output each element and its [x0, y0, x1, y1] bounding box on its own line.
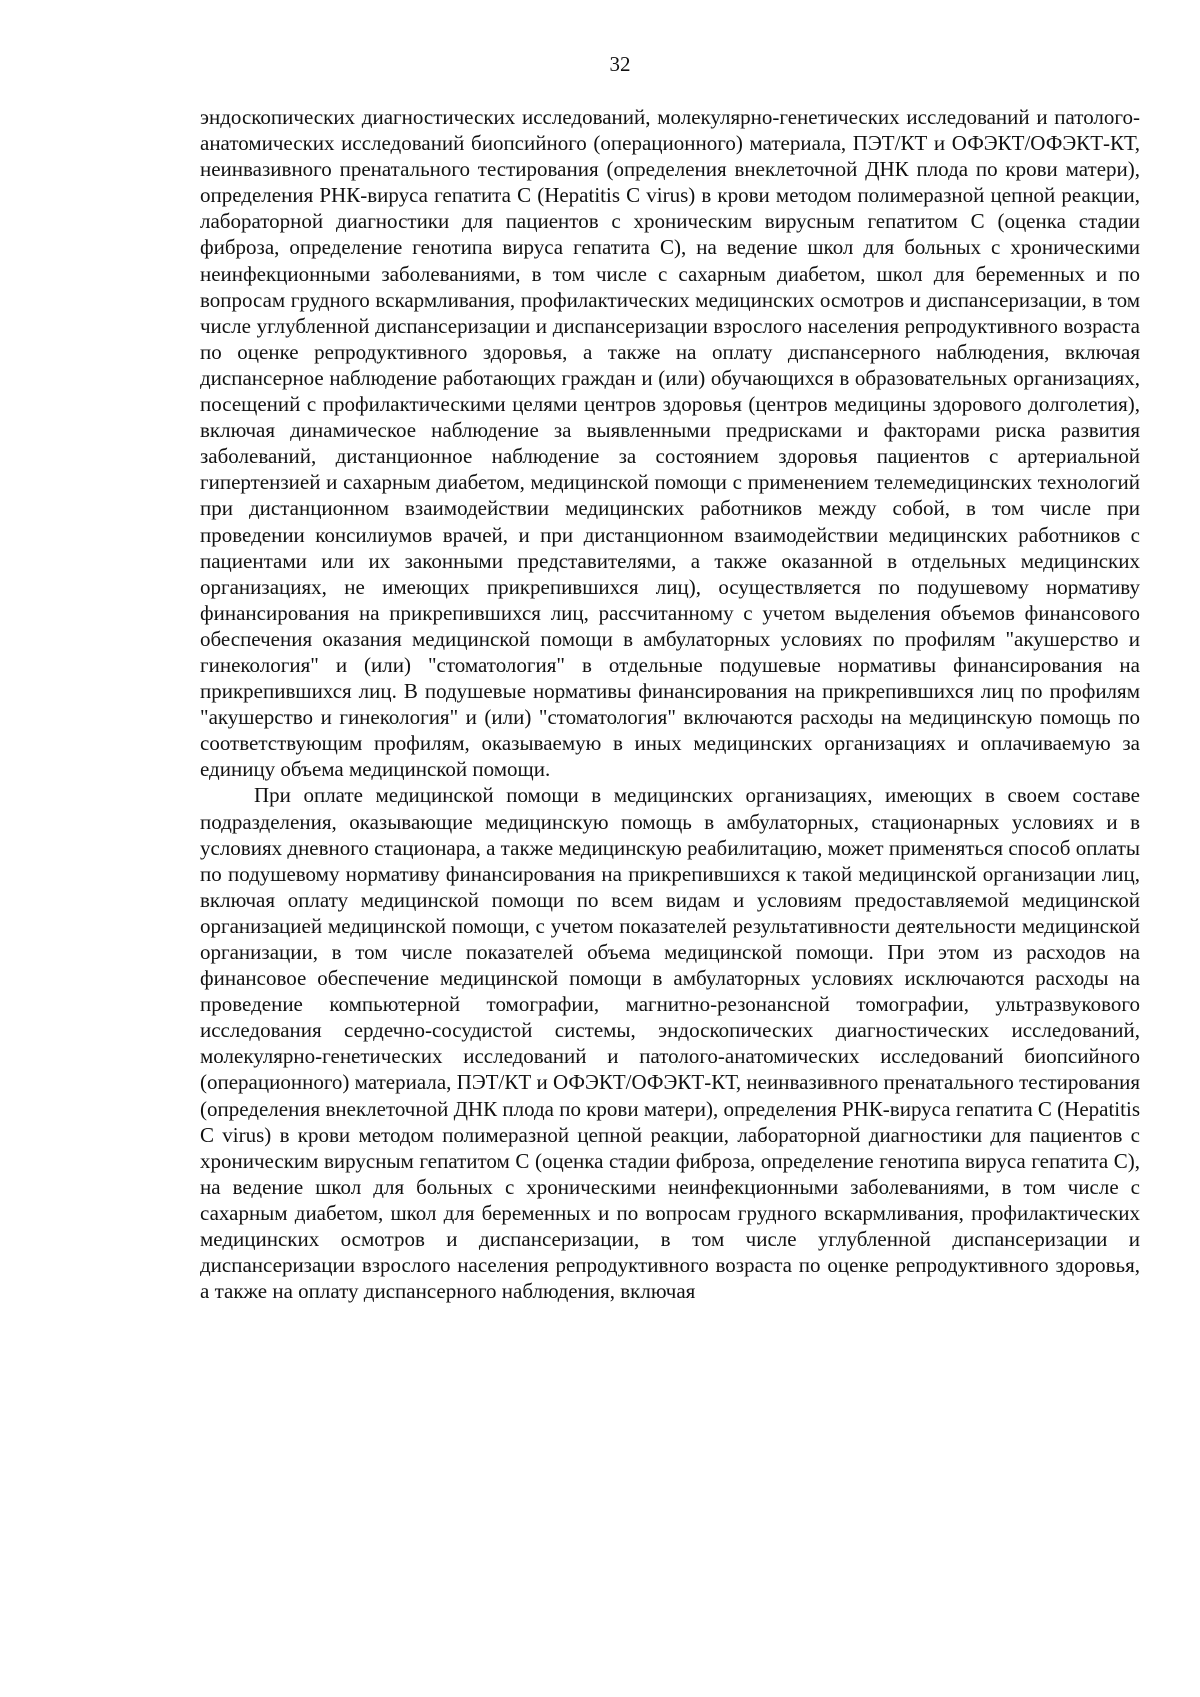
page-number: 32 [609, 52, 631, 76]
paragraph-continuation: эндоскопических диагностических исследований, молекулярно-генетических исследований и патолого-анатомических исследований биопсийного (операционного) материала, ПЭТ/КТ и ОФЭКТ/ОФЭКТ-КТ, неинвазивного пренатального тестирования (определения внеклеточной ДНК плода по крови матери), определения РНК-вируса гепатита C (Hepatitis C virus) в крови методом полимеразной цепной реакции, лабораторной диагностики для пациентов с хроническим вирусным гепатитом C (оценка стадии фиброза, определение генотипа вируса гепатита C), на ведение школ для больных с хроническими неинфекционными заболеваниями, в том числе с сахарным диабетом, школ для беременных и по вопросам грудного вскармливания, профилактических медицинских осмотров и диспансеризации, в том числе углубленной диспансеризации и диспансеризации взрослого населения репродуктивного возраста по оценке репродуктивного здоровья, а также на оплату диспансерного наблюдения, включая диспансерное наблюдение работающих граждан и (или) обучающихся в образовательных организациях, посещений с профилактическими целями центров здоровья (центров медицины здорового долголетия), включая динамическое наблюдение за выявленными предрисками и факторами риска развития заболеваний, дистанционное наблюдение за состоянием здоровья пациентов с артериальной гипертензией и сахарным диабетом, медицинской помощи с применением телемедицинских технологий при дистанционном взаимодействии медицинских работников между собой, в том числе при проведении консилиумов врачей, и при дистанционном взаимодействии медицинских работников с пациентами или их законными представителями, а также оказанной в отдельных медицинских организациях, не имеющих прикрепившихся лиц), осуществляется по подушевому нормативу финансирования на прикрепившихся лиц, рассчитанному с учетом выделения объемов финансового обеспечения оказания медицинской помощи в амбулаторных условиях по профилям "акушерство и гинекология" и (или) "стоматология" в отдельные подушевые нормативы финансирования на прикрепившихся лиц. В подушевые нормативы финансирования на прикрепившихся лиц по профилям "акушерство и гинекология" и (или) "стоматология" включаются расходы на медицинскую помощь по соответствующим профилям, оказываемую в иных медицинских организациях и оплачиваемую за единицу объема медицинской помощи. [200, 105, 1140, 782]
document-body [200, 104, 1140, 1304]
paragraph-payment-method: При оплате медицинской помощи в медицинских организациях, имеющих в своем составе подразделения, оказывающие медицинскую помощь в амбулаторных, стационарных условиях и в условиях дневного стационара, а также медицинскую реабилитацию, может применяться способ оплаты по подушевому нормативу финансирования на прикрепившихся к такой медицинской организации лиц, включая оплату медицинской помощи по всем видам и условиям предоставляемой медицинской организацией медицинской помощи, с учетом показателей результативности деятельности медицинской организации, в том числе показателей объема медицинской помощи. При этом из расходов на финансовое обеспечение медицинской помощи в амбулаторных условиях исключаются расходы на проведение компьютерной томографии, магнитно-резонансной томографии, ультразвукового исследования сердечно-сосудистой системы, эндоскопических диагностических исследований, молекулярно-генетических исследований и патолого-анатомических исследований биопсийного (операционного) материала, ПЭТ/КТ и ОФЭКТ/ОФЭКТ-КТ, неинвазивного пренатального тестирования (определения внеклеточной ДНК плода по крови матери), определения РНК-вируса гепатита C (Hepatitis C virus) в крови методом полимеразной цепной реакции, лабораторной диагностики для пациентов с хроническим вирусным гепатитом C (оценка стадии фиброза, определение генотипа вируса гепатита C), на ведение школ для больных с хроническими неинфекционными заболеваниями, в том числе с сахарным диабетом, школ для беременных и по вопросам грудного вскармливания, профилактических медицинских осмотров и диспансеризации, в том числе углубленной диспансеризации и диспансеризации взрослого населения репродуктивного возраста по оценке репродуктивного здоровья, а также на оплату диспансерного наблюдения, включая [200, 783, 1140, 1304]
